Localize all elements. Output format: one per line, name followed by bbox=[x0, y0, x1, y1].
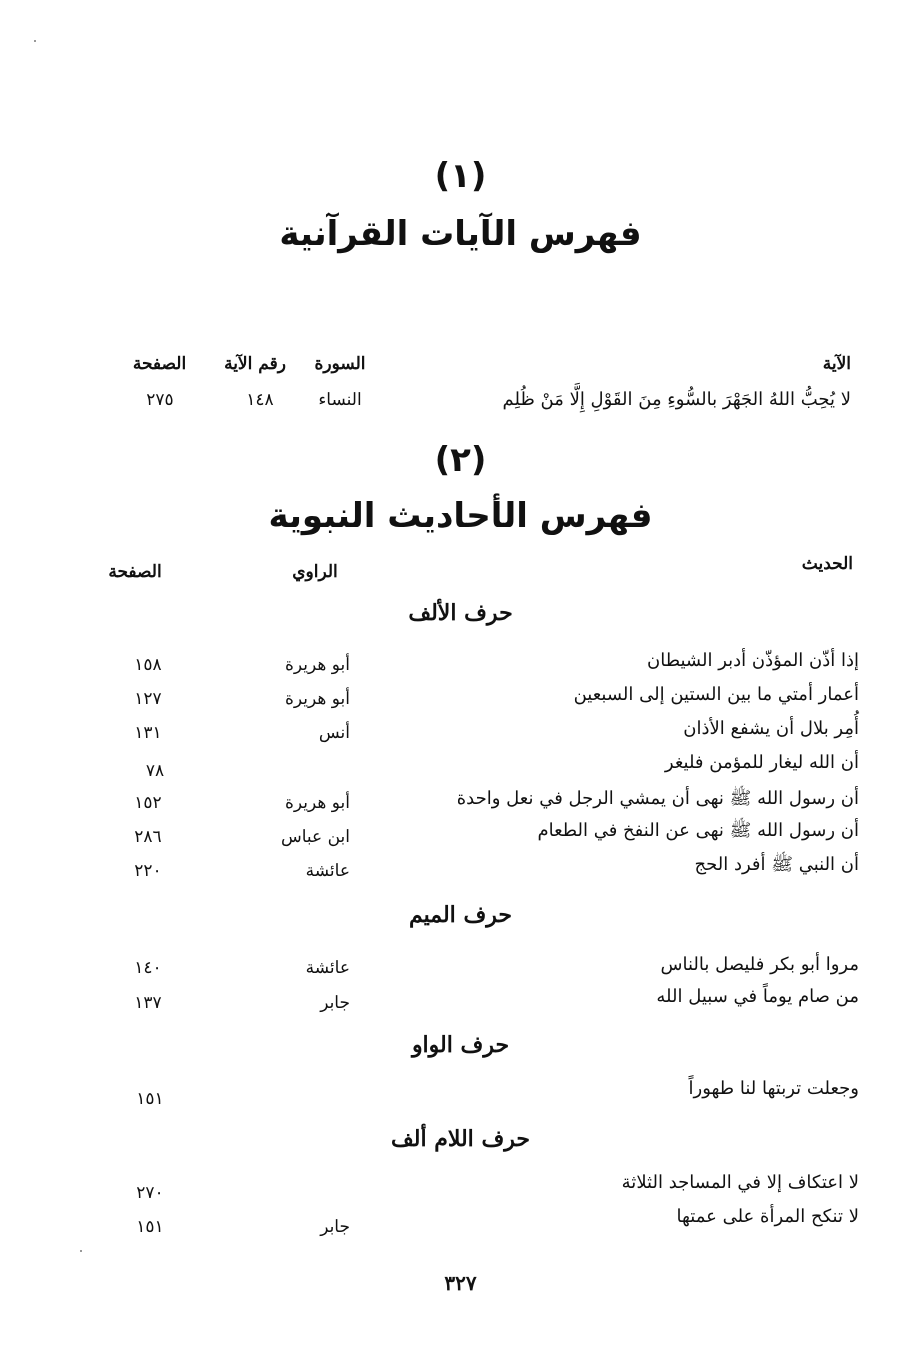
hadith-page: ١٢٧ bbox=[134, 689, 162, 709]
header-verse: الآية bbox=[822, 354, 851, 374]
hadith-page: ٢٧٠ bbox=[136, 1183, 164, 1203]
verse-number: ١٤٨ bbox=[246, 390, 274, 410]
hadith-text: مروا أبو بكر فليصل بالناس bbox=[660, 954, 859, 975]
header-surah: السورة bbox=[314, 354, 366, 374]
hadith-text: أن الله ليغار للمؤمن فليغر bbox=[664, 752, 859, 773]
hadith-narrator: عائشة bbox=[305, 958, 350, 978]
hadith-text: إذا أذّن المؤذّن أدبر الشيطان bbox=[647, 650, 859, 671]
hadith-text: أن رسول الله ﷺ نهى أن يمشي الرجل في نعل واحدة bbox=[456, 788, 859, 809]
hadith-narrator: عائشة bbox=[305, 861, 350, 881]
hadith-text: أن رسول الله ﷺ نهى عن النفخ في الطعام bbox=[537, 820, 859, 841]
hadith-text: لا اعتكاف إلا في المساجد الثلاثة bbox=[621, 1172, 859, 1193]
scan-speck bbox=[80, 1250, 82, 1252]
hadith-text: أعمار أمتي ما بين الستين إلى السبعين bbox=[573, 684, 859, 705]
hadith-page: ٢٢٠ bbox=[134, 861, 162, 881]
hadith-page: ١٤٠ bbox=[134, 958, 162, 978]
hadith-page: ١٥٨ bbox=[134, 655, 162, 675]
hadith-narrator: جابر bbox=[320, 993, 350, 1013]
letter-heading-meem: حرف الميم bbox=[408, 902, 513, 928]
header-hadith: الحديث bbox=[801, 554, 853, 574]
hadith-text: من صام يوماً في سبيل الله bbox=[656, 986, 859, 1007]
hadith-page: ١٣٧ bbox=[134, 993, 162, 1013]
hadith-page: ٢٨٦ bbox=[134, 827, 162, 847]
scan-speck bbox=[34, 40, 36, 42]
header-hadith-page: الصفحة bbox=[108, 562, 162, 582]
hadith-page: ١٣١ bbox=[134, 723, 162, 743]
letter-heading-alif: حرف الألف bbox=[408, 600, 513, 626]
header-narrator: الراوي bbox=[292, 562, 338, 582]
hadith-narrator: أنس bbox=[318, 723, 350, 743]
verse-page: ٢٧٥ bbox=[146, 390, 174, 410]
hadith-narrator: أبو هريرة bbox=[284, 793, 350, 813]
header-page: الصفحة bbox=[132, 354, 187, 374]
hadith-page: ٧٨ bbox=[145, 761, 165, 781]
page-number: ٣٢٧ bbox=[444, 1271, 477, 1295]
header-verse-number: رقم الآية bbox=[224, 354, 286, 374]
hadith-text: لا تنكح المرأة على عمتها bbox=[676, 1206, 859, 1227]
hadith-narrator: ابن عباس bbox=[280, 827, 350, 847]
verse-surah: النساء bbox=[318, 390, 362, 410]
verse-text: لا يُحِبُّ اللهُ الجَهْرَ بالسُّوءِ مِنَ القَوْلِ إِلَّا مَنْ ظُلِم bbox=[502, 389, 851, 410]
letter-heading-lam-alif: حرف اللام ألف bbox=[390, 1126, 530, 1152]
letter-heading-waw: حرف الواو bbox=[411, 1032, 510, 1058]
section-title-hadith: فهرس الأحاديث النبوية bbox=[268, 496, 653, 536]
section-title-quran: فهرس الآيات القرآنية bbox=[279, 214, 642, 254]
section-number-hadith: (٢) bbox=[434, 440, 487, 480]
hadith-narrator: أبو هريرة bbox=[284, 655, 350, 675]
hadith-page: ١٥١ bbox=[136, 1089, 164, 1109]
hadith-narrator: جابر bbox=[320, 1217, 350, 1237]
hadith-page: ١٥٢ bbox=[134, 793, 162, 813]
hadith-text: أن النبي ﷺ أفرد الحج bbox=[694, 854, 859, 875]
section-number-quran: (١) bbox=[434, 156, 487, 196]
hadith-text: وجعلت تربتها لنا طهوراً bbox=[688, 1078, 859, 1099]
hadith-page: ١٥١ bbox=[136, 1217, 164, 1237]
hadith-text: أُمِر بلال أن يشفع الأذان bbox=[683, 718, 859, 739]
hadith-narrator: أبو هريرة bbox=[284, 689, 350, 709]
